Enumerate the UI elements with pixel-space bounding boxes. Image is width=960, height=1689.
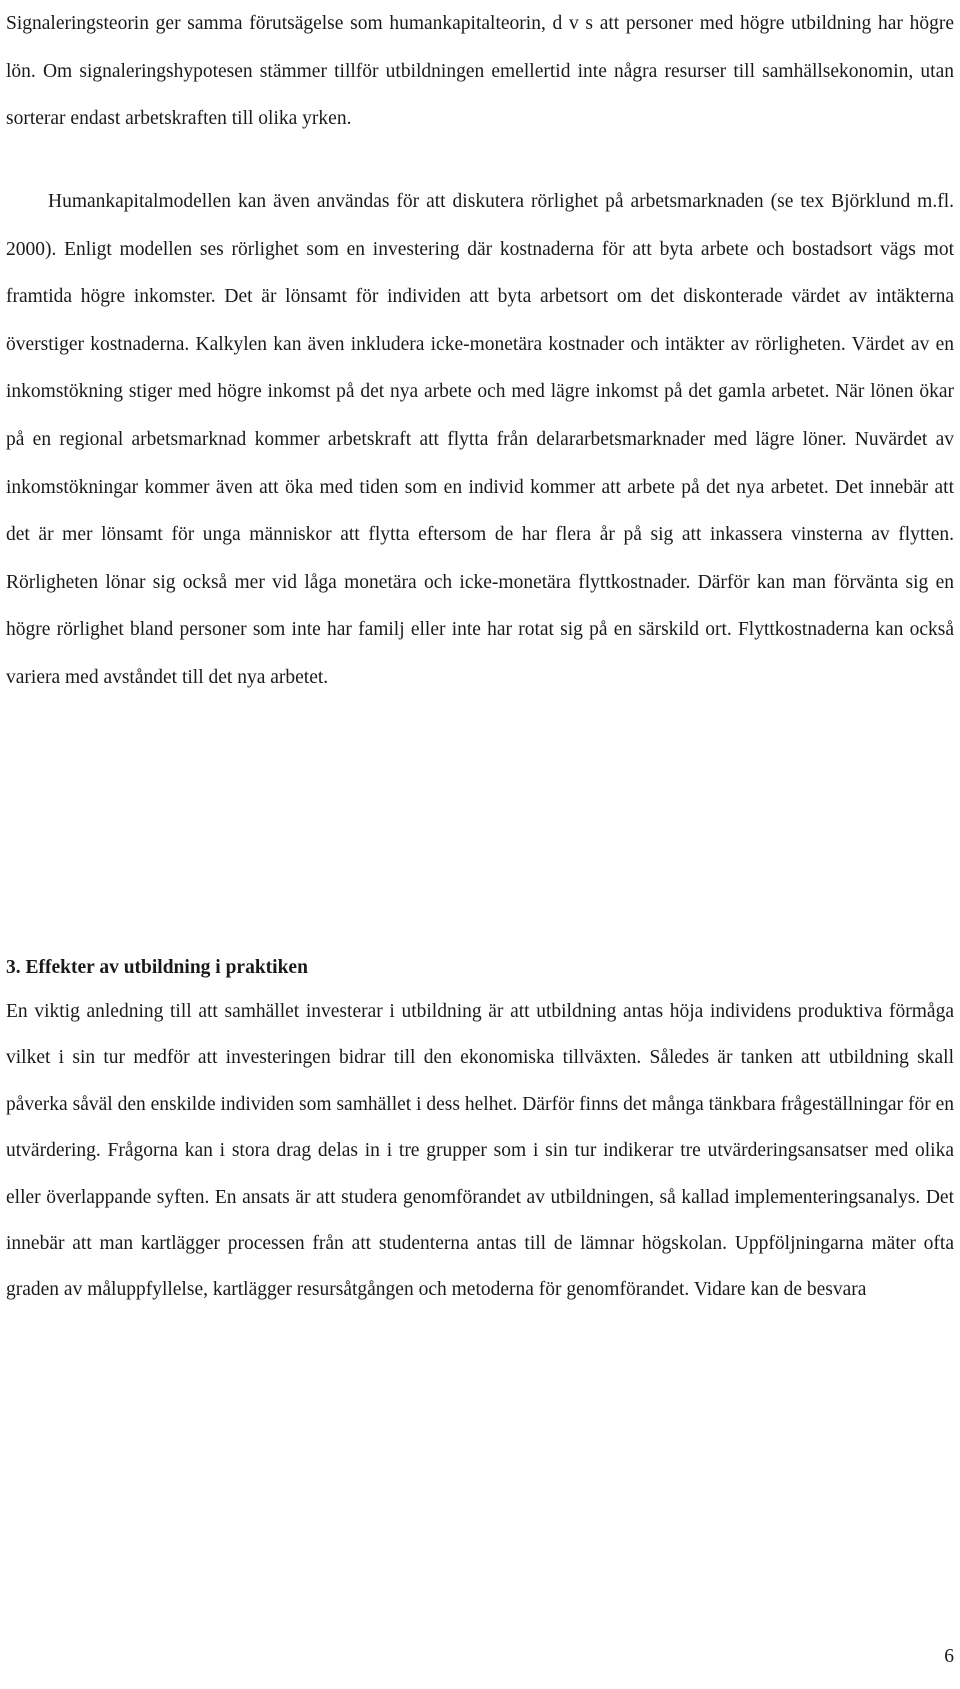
paragraph-human-capital-mobility: Humankapitalmodellen kan även användas för att diskutera rörlighet på arbetsmarknaden (se tex Björklund m.fl. 2000). Enligt modellen ses rörlighet som en investering där kostnaderna för att byta arbete och bostadsort vägs mot framtida högre inkomster. Det är lönsamt för individen att byta arbetsort om det diskonterade värdet av intäkterna överstiger kostnaderna. Kalkylen kan även inkludera icke-monetära kostnader och intäkter av rörligheten. Värdet av en inkomstökning stiger med högre inkomst på det nya arbete och med lägre inkomst på det gamla arbetet. När lönen ökar på en regional arbetsmarknad kommer arbetskraft att flytta från delararbetsmarknader med lägre löner. Nuvärdet av inkomstökningar kommer även att öka med tiden som en individ kommer att arbete på det nya arbetet. Det innebär att det är mer lönsamt för unga människor att flytta eftersom de har flera år på sig att inkassera vinsterna av flytten. Rörligheten lönar sig också mer vid låga monetära och icke-monetära flyttkostnader. Därför kan man förvänta sig en högre rörlighet bland personer som inte har familj eller inte har rotat sig på en särskild ort. Flyttkostnaderna kan också variera med avståndet till det nya arbetet. [6,191,954,688]
page-number: 6 [944,1646,954,1667]
paragraph-education-effects: En viktig anledning till att samhället investerar i utbildning är att utbildning antas höja individens produktiva förmåga vilket i sin tur medför att investeringen bidrar till den ekonomiska tillväxten. Således är tanken att utbildning skall påverka såväl den enskilde individen som samhället i dess helhet. Därför finns det många tänkbara frågeställningar för en utvärdering. Frågorna kan i stora drag delas in i tre grupper som i sin tur indikerar tre utvärderingsansatser med olika eller överlappande syften. En ansats är att studera genomförandet av utbildningen, så kallad implementeringsanalys. Det innebär att man kartlägger processen från att studenterna antas till de lämnar högskolan. Uppföljningarna mäter ofta graden av måluppfyllelse, kartlägger resursåtgången och metoderna för genomförandet. Vidare kan de besvara [6,1001,954,1301]
paragraph-signaling-theory: Signaleringsteorin ger samma förutsägelse som humankapitalteorin, d v s att personer med högre utbildning har högre lön. Om signaleringshypotesen stämmer tillför utbildningen emellertid inte några resurser till samhällsekonomin, utan sorterar endast arbetskraften till olika yrken. [6,13,954,130]
section-heading: 3. Effekter av utbildning i praktiken [6,957,308,978]
